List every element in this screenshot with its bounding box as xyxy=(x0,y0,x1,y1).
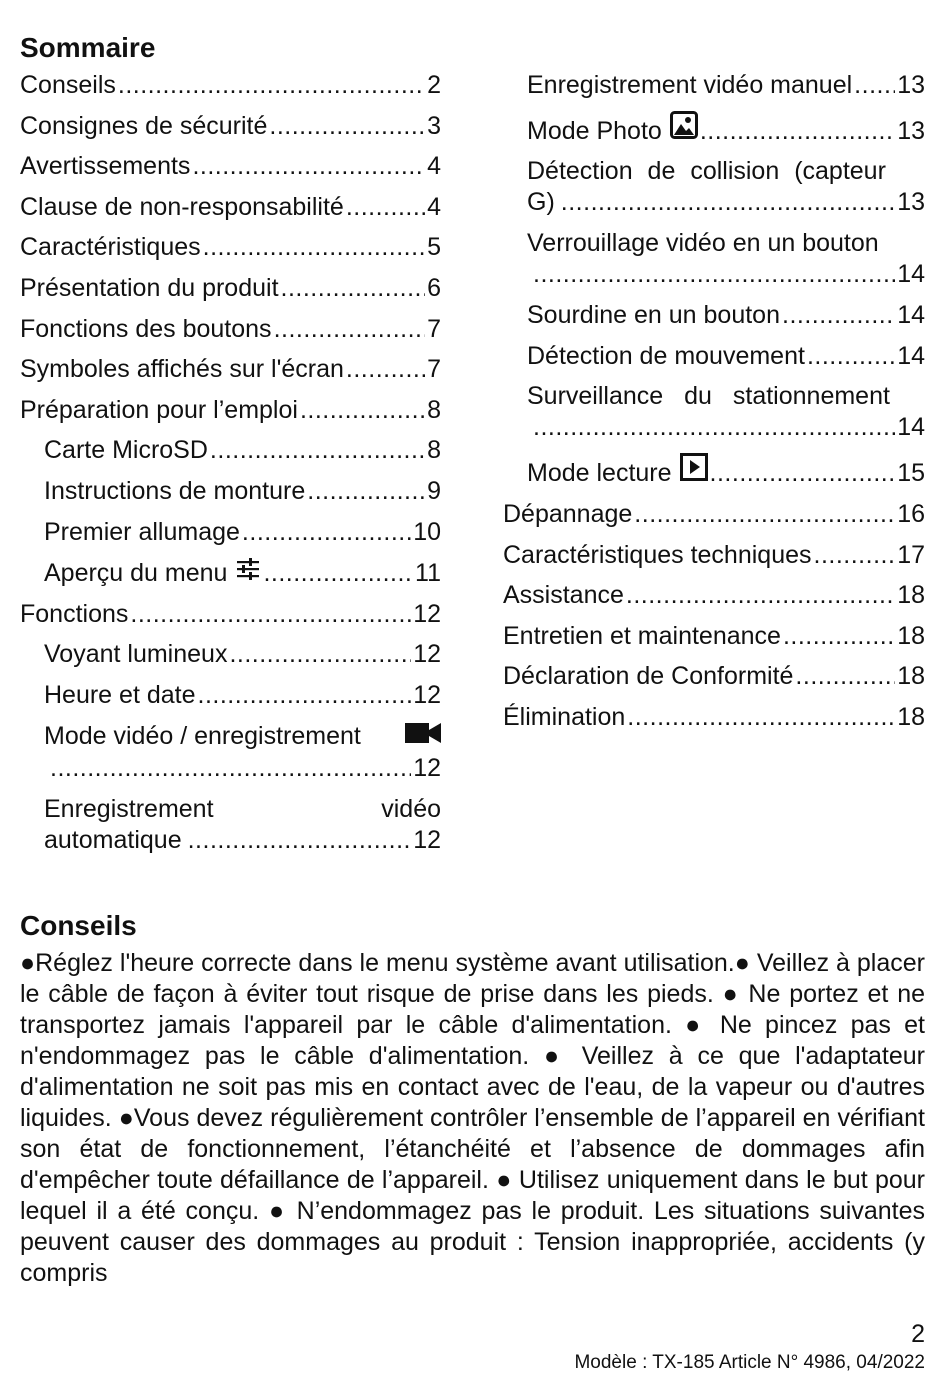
toc-entry-title: Élimination xyxy=(503,702,626,731)
toc-entry xyxy=(20,395,441,425)
toc-entry-title: Carte MicroSD xyxy=(44,436,208,465)
toc-entry-page: 14 xyxy=(897,413,925,442)
toc-entry-page: 12 xyxy=(413,753,441,782)
toc-entry-page: 16 xyxy=(897,499,925,528)
toc-entry-page: 14 xyxy=(897,260,925,289)
toc-entry-page: 18 xyxy=(897,662,925,691)
footer-model-info: Modèle : TX-185 Article N° 4986, 04/2022 xyxy=(574,1352,925,1373)
photo-icon xyxy=(670,111,698,146)
toc-entry xyxy=(503,540,925,570)
toc-entry-page: 13 xyxy=(897,71,925,99)
toc-entry-page: 2 xyxy=(427,71,441,99)
toc-entry-title: Mode vidéo / enregistrement xyxy=(44,721,361,750)
toc-entry-page: 4 xyxy=(427,152,441,181)
toc-entry-page: 7 xyxy=(427,314,441,343)
toc-entry xyxy=(503,228,925,290)
toc-entry-page: 18 xyxy=(897,581,925,610)
toc-entry-title: Voyant lumineux xyxy=(44,640,228,669)
toc-entry-title-part: Détection de collision (capteur xyxy=(527,157,886,186)
toc-entry xyxy=(20,680,441,710)
toc-entry-title: Surveillance du stationnement xyxy=(527,382,890,411)
toc-entry xyxy=(503,499,925,529)
toc-entry xyxy=(503,300,925,330)
toc-entry-title: Heure et date xyxy=(44,680,196,709)
toc-entry xyxy=(20,273,441,303)
toc-entry-title: Caractéristiques xyxy=(20,233,201,262)
toc-entry-title-part: G) xyxy=(527,188,555,217)
toc-entry xyxy=(503,156,925,218)
toc-entry xyxy=(20,794,441,856)
page-number: 2 xyxy=(911,1320,925,1348)
toc-entry-title: Présentation du produit xyxy=(20,273,279,302)
toc-entry xyxy=(20,517,441,547)
video-camera-icon xyxy=(405,721,441,753)
toc-entry-title: Instructions de monture xyxy=(44,476,306,505)
toc-entry-page: 6 xyxy=(427,273,441,302)
toc-entry xyxy=(503,580,925,610)
toc-entry-title: Enregistrement vidéo manuel xyxy=(527,71,853,99)
toc-entry-title: Fonctions des boutons xyxy=(20,314,272,343)
toc-entry-page: 10 xyxy=(413,517,441,546)
toc-entry-title-part: Enregistrement xyxy=(44,794,214,823)
toc-entry-title: Détection de mouvement xyxy=(527,341,805,370)
toc-entry-title: Mode Photo xyxy=(527,116,662,145)
toc-entry-page: 3 xyxy=(427,111,441,140)
toc-entry xyxy=(503,661,925,691)
toc-entry-title: Mode lecture xyxy=(527,459,672,488)
toc-entry-page: 9 xyxy=(427,476,441,505)
toc-entry xyxy=(503,341,925,371)
toc-entry xyxy=(20,557,441,588)
toc-entry xyxy=(503,70,925,100)
toc-entry-page: 13 xyxy=(897,188,925,217)
toc-entry xyxy=(503,702,925,732)
conseils-heading: Conseils xyxy=(20,910,137,941)
toc-entry xyxy=(20,314,441,344)
toc-entry xyxy=(20,599,441,629)
toc-entry xyxy=(20,111,441,141)
conseils-paragraph: ●Réglez l'heure correcte dans le menu système avant utilisation.● Veillez à placer le câble de façon à éviter tout risque de prise dans les pieds. ● Ne portez et ne transportez jamais l'appareil par le câble d'alimentation. ● Ne pincez pas et n'endommagez pas le câble d'alimentation. ● Veillez à ce que l'adaptateur d'alimentation ne soit pas mis en contact avec de l'eau, de la vapeur ou d'autres liquides. ●Vous devez régulièrement contrôler l’ensemble de l’appareil en vérifiant son état de fonctionnement, l’étanchéité et l’absence de dommages afin d'empêcher toute défaillance de l’appareil. ● Utilisez uniquement dans le but pour lequel il a été conçu. ● N’endommagez pas le produit. Les situations suivantes peuvent causer des dommages au produit : Tension inappropriée, accidents (y compris xyxy=(20,949,925,1287)
toc-entry-title: Verrouillage vidéo en un bouton xyxy=(527,229,879,258)
toc-entry xyxy=(503,453,925,488)
toc-entry-page: 13 xyxy=(897,116,925,145)
play-icon xyxy=(680,453,708,488)
toc-right-column xyxy=(503,70,925,743)
toc-entry-page: 12 xyxy=(413,599,441,628)
toc-entry-title: Clause de non-responsabilité xyxy=(20,192,344,221)
toc-entry-title: Premier allumage xyxy=(44,517,240,546)
toc-entry-title: Symboles affichés sur l'écran xyxy=(20,355,344,384)
toc-entry-title: Conseils xyxy=(20,71,116,99)
toc-entry-page: 18 xyxy=(897,702,925,731)
toc-entry-page: 15 xyxy=(897,459,925,488)
toc-entry-page: 4 xyxy=(427,192,441,221)
toc-heading: Sommaire xyxy=(20,32,156,63)
toc-entry-title: Avertissements xyxy=(20,152,191,181)
toc-entry-page: 12 xyxy=(413,640,441,669)
toc-entry-page: 7 xyxy=(427,355,441,384)
toc-entry-page: 14 xyxy=(897,341,925,370)
toc-entry xyxy=(503,621,925,651)
toc-entry-title-part: vidéo xyxy=(381,794,441,823)
toc-entry-title: Déclaration de Conformité xyxy=(503,662,794,691)
toc-entry xyxy=(20,192,441,222)
toc-entry xyxy=(20,151,441,181)
toc-entry-page: 18 xyxy=(897,621,925,650)
toc-entry-title: Consignes de sécurité xyxy=(20,111,268,140)
menu-settings-icon xyxy=(235,557,261,588)
toc-entry-title: Dépannage xyxy=(503,499,633,528)
toc-entry-page: 8 xyxy=(427,395,441,424)
toc-entry-title: Fonctions xyxy=(20,599,129,628)
toc-left-column xyxy=(20,70,441,866)
toc-entry xyxy=(20,354,441,384)
toc-entry xyxy=(20,721,441,784)
toc-entry xyxy=(20,70,441,100)
toc-entry-page: 5 xyxy=(427,233,441,262)
toc-entry-title: Assistance xyxy=(503,581,624,610)
toc-entry xyxy=(20,639,441,669)
toc-entry-page: 14 xyxy=(897,301,925,330)
toc-entry-title: Sourdine en un bouton xyxy=(527,301,780,330)
toc-entry-title: Aperçu du menu xyxy=(44,559,228,588)
toc-entry xyxy=(503,381,925,443)
toc-entry-page: 11 xyxy=(415,559,441,588)
toc-entry-page: 12 xyxy=(413,680,441,709)
toc-entry-title-part: automatique xyxy=(44,825,182,854)
toc-entry xyxy=(20,232,441,262)
toc-entry-page: 17 xyxy=(897,540,925,569)
toc-entry-title: Caractéristiques techniques xyxy=(503,540,812,569)
toc-entry xyxy=(503,111,925,146)
toc-entry xyxy=(20,476,441,506)
toc-entry-title: Préparation pour l’emploi xyxy=(20,395,298,424)
toc-entry xyxy=(20,435,441,465)
toc-entry-page: 8 xyxy=(427,436,441,465)
toc-entry-title: Entretien et maintenance xyxy=(503,621,781,650)
toc-entry-page: 12 xyxy=(413,825,441,854)
